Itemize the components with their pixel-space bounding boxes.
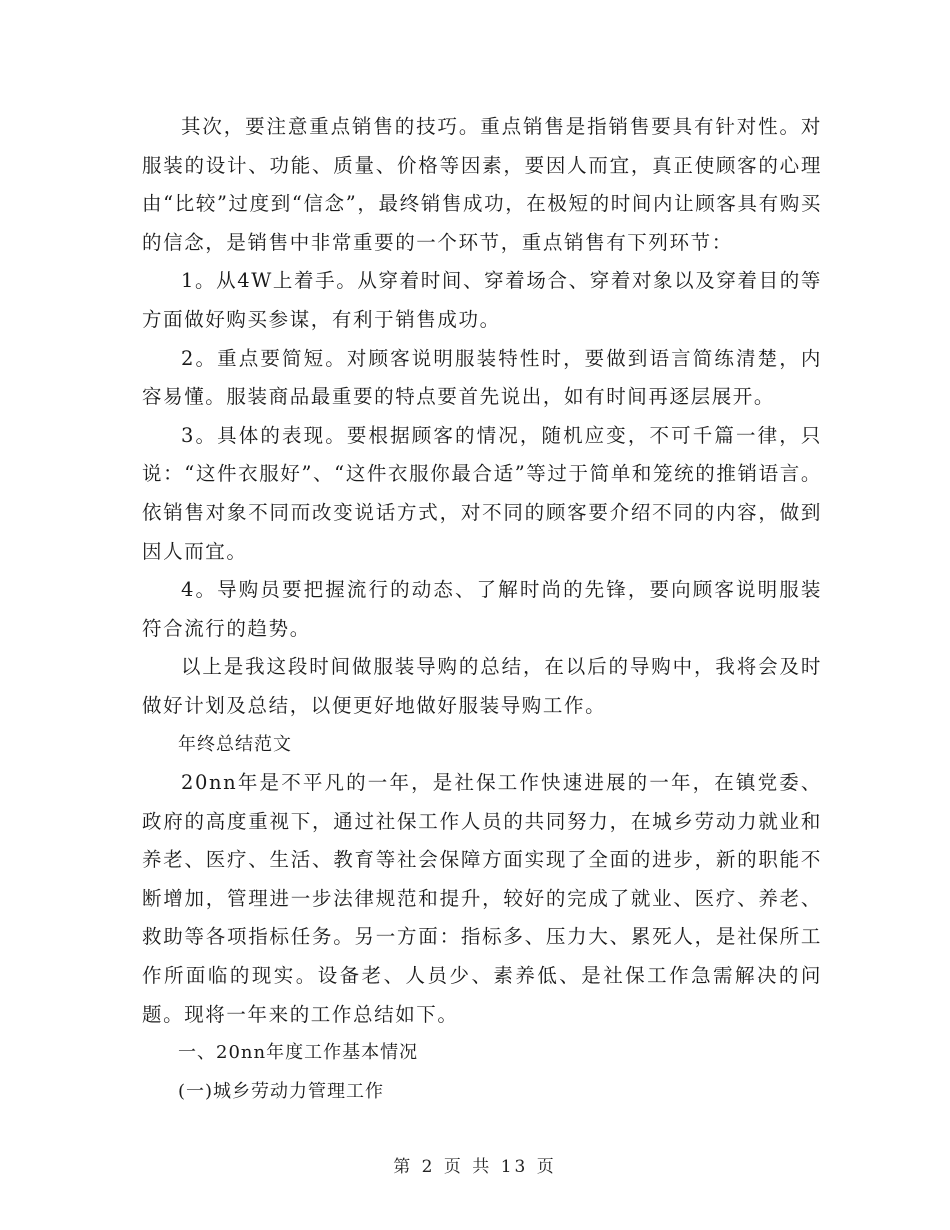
- paragraph-conclusion: 以上是我这段时间做服装导购的总结，在以后的导购中，我将会及时做好计划及总结，以便更好地做好服装导购工作。: [142, 655, 822, 717]
- heading-basic-situation: 一、20nn年度工作基本情况: [178, 1042, 419, 1064]
- paragraph-annual-intro: 20nn年是不平凡的一年，是社保工作快速进展的一年，在镇党委、政府的高度重视下，通过社保工作人员的共同努力，在城乡劳动力就业和养老、医疗、生活、教育等社会保障方面实现了全面的进步，新的职能不断增加，管理进一步法律规范和提升，较好的完成了就业、医疗、养老、救助等各项指标任务。另一方面：指标多、压力大、累死人，是社保所工作所面临的现实。设备老、人员少、素养低、是社保工作急需解决的问题。现将一年来的工作总结如下。: [142, 771, 822, 1026]
- section-title-annual-summary: 年终总结范文: [178, 733, 292, 755]
- paragraph-item-3: 3。具体的表现。要根据顾客的情况，随机应变，不可千篇一律，只说：“这件衣服好”、“这件衣服你最合适”等过于简单和笼统的推销语言。依销售对象不同而改变说话方式，对不同的顾客要介绍不同的内容，做到因人而宜。: [142, 423, 822, 563]
- subheading-labor-management: (一)城乡劳动力管理工作: [178, 1080, 385, 1102]
- document-body: [142, 108, 822, 1111]
- page-footer: 第 2 页 共 13 页: [393, 1157, 557, 1177]
- paragraph-item-2: 2。重点要简短。对顾客说明服装特性时，要做到语言简练清楚，内容易懂。服装商品最重要的特点要首先说出，如有时间再逐层展开。: [142, 346, 822, 409]
- paragraph-item-1: 1。从4W上着手。从穿着时间、穿着场合、穿着对象以及穿着目的等方面做好购买参谋，有利于销售成功。: [142, 269, 822, 331]
- paragraph-item-4: 4。导购员要把握流行的动态、了解时尚的先锋，要向顾客说明服装符合流行的趋势。: [142, 578, 822, 640]
- paragraph-sales-skills: 其次，要注意重点销售的技巧。重点销售是指销售要具有针对性。对服装的设计、功能、质量、价格等因素，要因人而宜，真正使顾客的心理由“比较”过度到“信念”，最终销售成功，在极短的时间内让顾客具有购买的信念，是销售中非常重要的一个环节，重点销售有下列环节：: [142, 115, 822, 254]
